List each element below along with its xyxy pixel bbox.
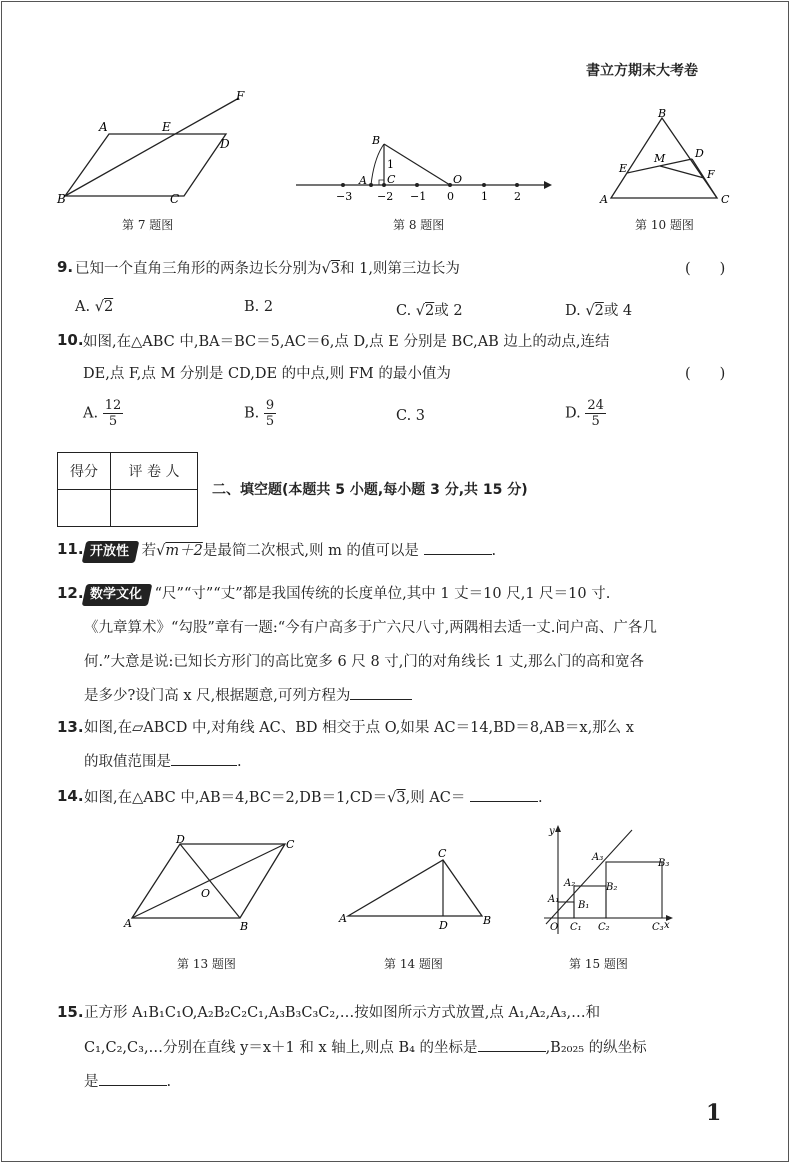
tick-neg3: −3 [336, 190, 353, 203]
label-C: C [721, 193, 730, 206]
line-bf [65, 98, 239, 196]
tick-neg1: −1 [410, 190, 427, 203]
q12-line3: 何.”大意是说:已知长方形门的高比宽多 6 尺 8 寸,门的对角线长 1 丈,那么门的高和宽各 [84, 654, 644, 670]
label-y: y [549, 826, 555, 837]
figure-13 [118, 834, 302, 934]
q15-answer-blank-1[interactable] [478, 1037, 546, 1052]
label-C: C [286, 838, 295, 851]
parallelogram-abcd [65, 134, 226, 196]
label-D: D [176, 834, 185, 846]
q14-text: 如图,在△ABC 中,AB＝4,BC＝2,DB＝1,CD＝√3,则 AC＝ . [84, 787, 543, 808]
figure-15 [534, 822, 676, 940]
label-C: C [438, 847, 447, 860]
arc [371, 144, 384, 185]
q12-answer-blank[interactable] [350, 685, 412, 700]
figure-7 [55, 88, 255, 208]
q11-tag-open: 开放性 [82, 541, 140, 563]
label-x: x [664, 920, 670, 931]
score-cell[interactable] [58, 490, 111, 527]
q10-answer-paren: ( ) [685, 366, 726, 382]
q12-tag-math-culture: 数学文化 [82, 584, 153, 606]
q9-option-b[interactable]: B. 2 [244, 299, 274, 315]
q12-line1: 数学文化 “尺”“寸”“丈”都是我国传统的长度单位,其中 1 丈＝10 尺,1 尺＝10 寸. [84, 584, 610, 606]
q10-option-c[interactable]: C. 3 [396, 408, 426, 424]
label-E: E [619, 162, 628, 175]
label-F: F [236, 89, 245, 103]
q10-line2: DE,点 F,点 M 分别是 CD,DE 的中点,则 FM 的最小值为 [83, 366, 451, 382]
q11-text: 开放性 若√m＋2是最简二次根式,则 m 的值可以是 . [84, 540, 496, 563]
figure-15-caption: 第 15 题图 [569, 957, 628, 971]
label-A: A [99, 120, 108, 134]
q9-text: 已知一个直角三角形的两条边长分别为√3和 1,则第三边长为 [75, 261, 460, 277]
number-line-arrow [544, 181, 552, 189]
q12-number: 12. [57, 584, 84, 602]
label-B: B [240, 920, 249, 933]
label-C: C [170, 192, 180, 206]
label-C: C [387, 173, 396, 186]
figure-10-caption: 第 10 题图 [635, 218, 694, 232]
tick-0: 0 [447, 190, 454, 203]
q15-line3: 是 . [84, 1071, 171, 1092]
score-table [57, 452, 198, 527]
section2-title: 二、填空题(本题共 5 小题,每小题 3 分,共 15 分) [212, 482, 528, 498]
tick-1: 1 [481, 190, 488, 203]
triangle-abc [348, 860, 482, 916]
label-B: B [483, 914, 492, 927]
q11-number: 11. [57, 540, 84, 558]
q9-option-d[interactable]: D. √2或 4 [565, 303, 633, 319]
label-B: B [658, 107, 667, 120]
label-A: A [124, 917, 132, 930]
q13-line2: 的取值范围是 . [84, 751, 242, 772]
q12-line2: 《九章算术》“勾股”章有一题:“今有户高多于广六尺八寸,两隅相去适一丈.问户高、广各几 [84, 620, 657, 636]
label-B2: B₂ [606, 882, 618, 893]
label-F: F [707, 168, 715, 181]
label-O: O [201, 887, 211, 900]
label-one: 1 [387, 158, 394, 171]
label-D: D [695, 147, 704, 160]
page-number: 1 [706, 1100, 722, 1126]
label-A3: A₃ [592, 852, 604, 863]
label-B: B [57, 192, 66, 206]
figure-14 [336, 842, 496, 932]
label-A2: A₂ [564, 878, 576, 889]
q14-answer-blank[interactable] [470, 787, 538, 802]
page-header-title: 書立方期末大考卷 [586, 63, 698, 79]
q9-answer-paren: ( ) [685, 261, 726, 277]
label-B1: B₁ [578, 900, 590, 911]
q15-line2: C₁,C₂,C₃,…分别在直线 y＝x＋1 和 x 轴上,则点 B₄ 的坐标是 ,B₂₀₂₅ 的纵坐标 [84, 1037, 647, 1058]
figure-7-caption: 第 7 题图 [122, 218, 174, 232]
q10-option-d[interactable]: D. $\frac{24}{5}$ [565, 398, 604, 429]
q15-answer-blank-2[interactable] [99, 1071, 167, 1086]
q15-line1: 正方形 A₁B₁C₁O,A₂B₂C₂C₁,A₃B₃C₃C₂,…按如图所示方式放置,点 A₁,A₂,A₃,…和 [84, 1005, 601, 1021]
label-A: A [339, 912, 347, 925]
label-C2: C₂ [598, 922, 610, 933]
tick-2: 2 [514, 190, 521, 203]
label-C3: C₃ [652, 922, 664, 933]
figure-13-caption: 第 13 题图 [177, 957, 236, 971]
figure-14-caption: 第 14 题图 [384, 957, 443, 971]
q12-line4: 是多少?设门高 x 尺,根据题意,可列方程为 [84, 685, 412, 706]
q13-line1: 如图,在▱ABCD 中,对角线 AC、BD 相交于点 O,如果 AC＝14,BD＝8,AB＝x,那么 x [84, 720, 634, 736]
label-B: B [372, 134, 381, 147]
label-C1: C₁ [570, 922, 582, 933]
q13-number: 13. [57, 718, 84, 736]
q9-number: 9. [57, 258, 74, 276]
q10-line1: 如图,在△ABC 中,BA＝BC＝5,AC＝6,点 D,点 E 分别是 BC,AB 边上的动点,连结 [83, 334, 610, 350]
label-A: A [600, 193, 608, 206]
square-1 [558, 902, 574, 918]
figure-8 [292, 128, 554, 208]
label-A: A [359, 174, 367, 187]
label-E: E [162, 120, 171, 134]
q9-option-c[interactable]: C. √2或 2 [396, 303, 463, 319]
q10-number: 10. [57, 331, 84, 349]
grader-cell[interactable] [111, 490, 198, 527]
label-D: D [439, 919, 448, 932]
diagonal-bd [180, 844, 240, 918]
label-D: D [220, 137, 230, 151]
label-M: M [654, 152, 666, 165]
q10-option-b[interactable]: B. $\frac{9}{5}$ [244, 398, 275, 429]
q10-option-a[interactable]: A. $\frac{12}{5}$ [83, 398, 122, 429]
tick-neg2: −2 [377, 190, 394, 203]
q13-answer-blank[interactable] [171, 751, 237, 766]
figure-8-caption: 第 8 题图 [393, 218, 445, 232]
label-A1: A₁ [548, 894, 560, 905]
label-B3: B₃ [658, 858, 670, 869]
score-label: 得分 [58, 453, 111, 490]
label-O: O [550, 922, 559, 933]
label-O: O [453, 173, 463, 186]
figure-10 [596, 106, 736, 208]
q15-number: 15. [57, 1003, 84, 1021]
q11-answer-blank[interactable] [424, 540, 492, 555]
grader-label: 评 卷 人 [111, 453, 198, 490]
q9-option-a[interactable]: A. √2 [75, 299, 114, 315]
q14-number: 14. [57, 787, 84, 805]
